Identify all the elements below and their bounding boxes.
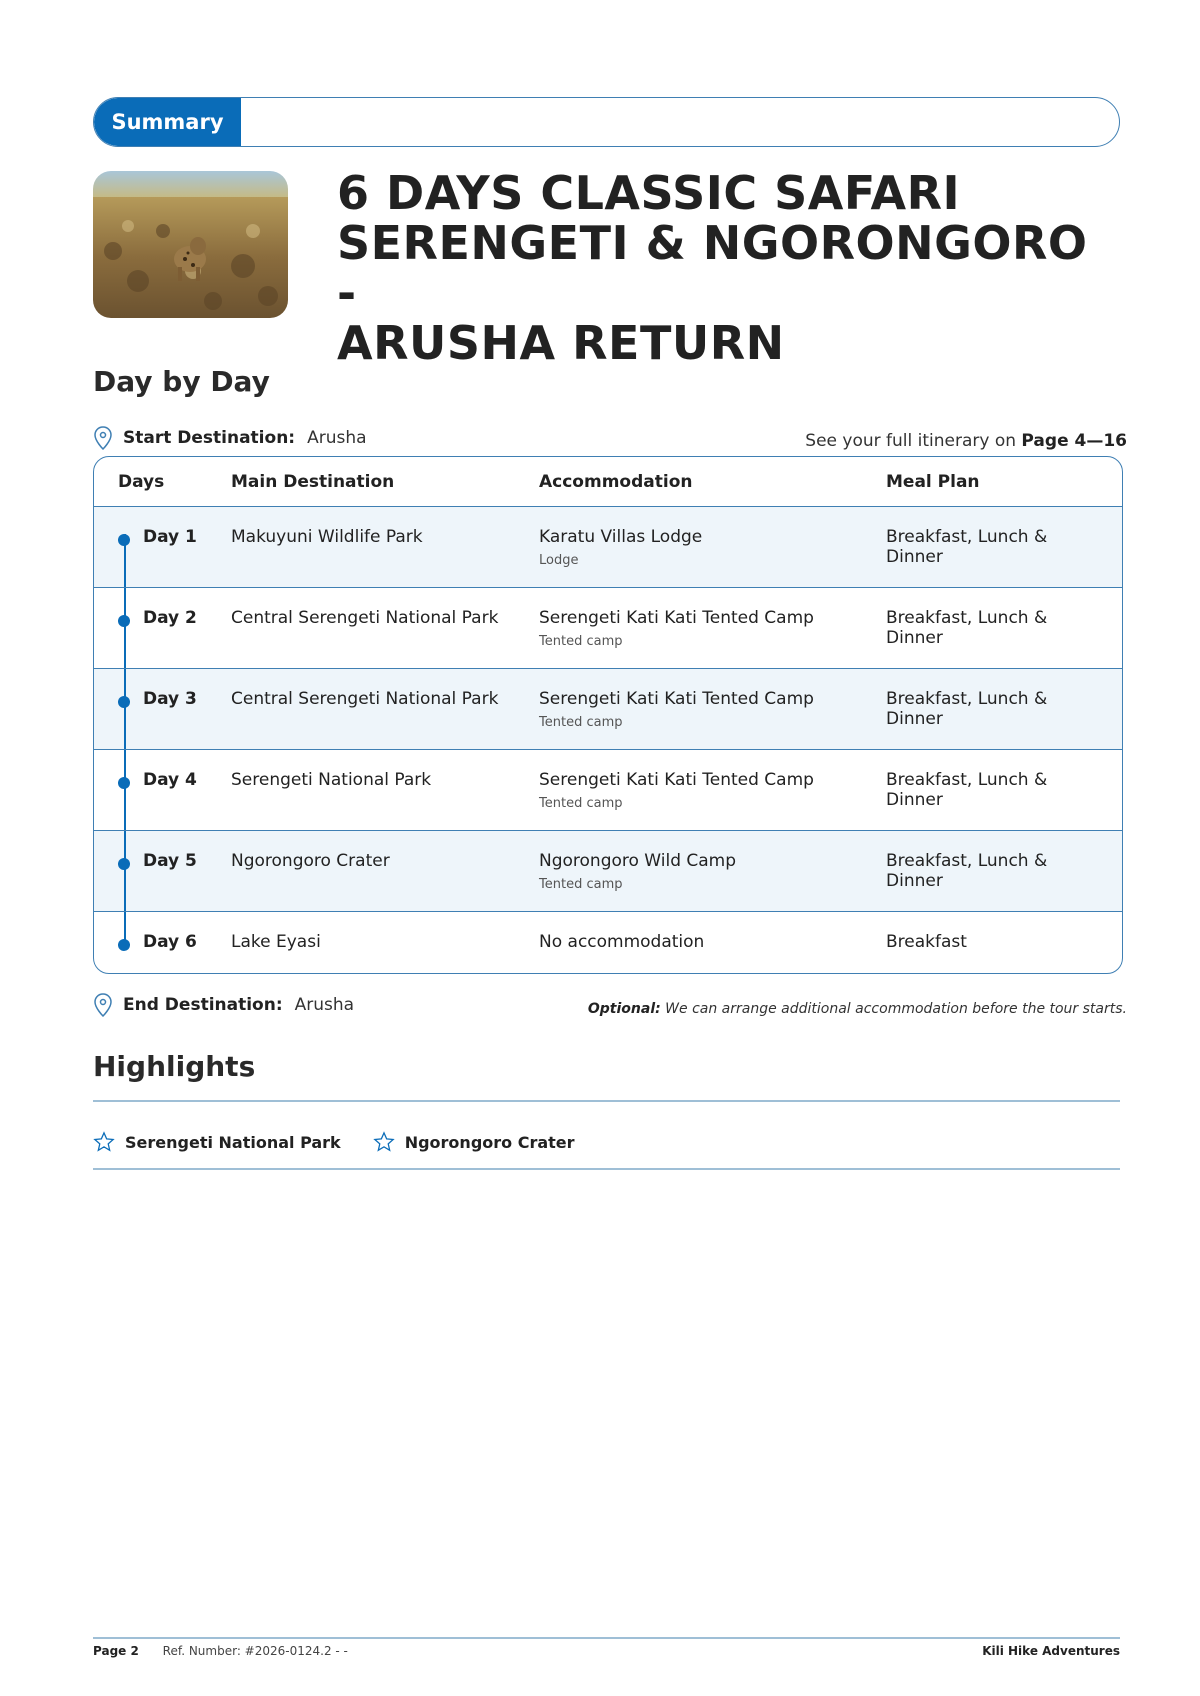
optional-note: [588, 1001, 1127, 1017]
footer-ref-number: Ref. Number: #2026-0124.2 - -: [162, 1644, 348, 1658]
highlights-heading: Highlights: [93, 1050, 256, 1083]
highlight-item: [373, 1131, 575, 1153]
start-destination: [93, 426, 367, 450]
day-label: Day 2: [143, 608, 197, 628]
footer: [93, 1644, 1120, 1658]
accommodation-name: Karatu Villas Lodge: [539, 527, 703, 547]
itinerary-ref-prefix: See your full itinerary on: [805, 431, 1017, 451]
accommodation: [539, 689, 886, 730]
hero-photo-hyena: [93, 171, 288, 318]
accommodation-type: Tented camp: [539, 715, 623, 730]
tour-title-line-2: SERENGETI & NGORONGORO -: [337, 216, 1088, 320]
day-label: Day 4: [143, 770, 197, 790]
itinerary-reference: [805, 431, 1127, 451]
table-row: [94, 669, 1122, 750]
accommodation: [539, 851, 886, 892]
itinerary-table: [93, 456, 1123, 974]
accommodation-name: Ngorongoro Wild Camp: [539, 851, 737, 871]
meal-plan: Breakfast, Lunch & Dinner: [886, 689, 1048, 729]
accommodation-name: Serengeti Kati Kati Tented Camp: [539, 608, 814, 628]
meal-plan: Breakfast: [886, 932, 967, 952]
meal-plan: Breakfast, Lunch & Dinner: [886, 770, 1048, 810]
timeline-line: [124, 912, 126, 940]
main-destination: Central Serengeti National Park: [231, 608, 499, 628]
table-row: [94, 507, 1122, 588]
end-destination: [93, 993, 354, 1017]
itinerary-ref-pages: Page 4—16: [1021, 431, 1127, 451]
accommodation-type: Tented camp: [539, 877, 623, 892]
star-outline-icon: [93, 1131, 115, 1153]
col-main-destination: Main Destination: [231, 471, 395, 492]
highlight-item: [93, 1131, 341, 1153]
table-row: [94, 831, 1122, 912]
divider: [93, 1100, 1120, 1102]
timeline-dot: [118, 777, 130, 789]
timeline-line: [124, 831, 126, 911]
tour-title: [337, 168, 1117, 368]
table-header: [94, 457, 1122, 507]
main-destination: Makuyuni Wildlife Park: [231, 527, 423, 547]
main-destination: Central Serengeti National Park: [231, 689, 499, 709]
summary-bar: [93, 97, 1120, 147]
location-pin-icon: [93, 993, 113, 1017]
footer-divider: [93, 1637, 1120, 1639]
timeline-dot: [118, 858, 130, 870]
table-row: [94, 912, 1122, 972]
optional-label: Optional:: [587, 1001, 661, 1017]
footer-page-number: Page 2: [93, 1644, 139, 1658]
accommodation: [539, 527, 886, 568]
timeline-line: [124, 588, 126, 668]
star-outline-icon: [373, 1131, 395, 1153]
tour-title-line-1: 6 DAYS CLASSIC SAFARI: [337, 166, 961, 220]
highlights-list: [93, 1131, 607, 1153]
accommodation-name: No accommodation: [539, 932, 705, 952]
timeline-dot: [118, 939, 130, 951]
timeline-dot: [118, 696, 130, 708]
highlight-label: Ngorongoro Crater: [404, 1132, 575, 1152]
accommodation-name: Serengeti Kati Kati Tented Camp: [539, 689, 814, 709]
location-pin-icon: [93, 426, 113, 450]
accommodation: [539, 608, 886, 649]
timeline-line: [124, 669, 126, 749]
main-destination: Lake Eyasi: [231, 932, 321, 952]
summary-tab: Summary: [94, 98, 241, 146]
col-accommodation: Accommodation: [539, 471, 693, 492]
day-by-day-heading: Day by Day: [93, 365, 270, 398]
divider: [93, 1168, 1120, 1170]
day-label: Day 1: [143, 527, 197, 547]
timeline-dot: [118, 534, 130, 546]
accommodation: [539, 770, 886, 811]
tour-title-line-3: ARUSHA RETURN: [337, 316, 785, 370]
meal-plan: Breakfast, Lunch & Dinner: [886, 608, 1048, 648]
end-destination-value: Arusha: [294, 995, 355, 1015]
accommodation-type: Lodge: [539, 553, 579, 568]
table-row: [94, 588, 1122, 669]
accommodation-type: Tented camp: [539, 796, 623, 811]
table-row: [94, 750, 1122, 831]
footer-company-name: Kili Hike Adventures: [982, 1644, 1120, 1658]
meal-plan: Breakfast, Lunch & Dinner: [886, 527, 1048, 567]
day-label: Day 5: [143, 851, 197, 871]
optional-text: We can arrange additional accommodation before the tour starts.: [665, 1001, 1127, 1017]
accommodation-name: Serengeti Kati Kati Tented Camp: [539, 770, 814, 790]
accommodation: [539, 932, 886, 952]
accommodation-type: Tented camp: [539, 634, 623, 649]
day-label: Day 3: [143, 689, 197, 709]
highlight-label: Serengeti National Park: [125, 1132, 341, 1152]
start-destination-value: Arusha: [307, 428, 367, 448]
timeline-line: [124, 750, 126, 830]
col-days: Days: [118, 471, 165, 492]
end-destination-label: End Destination:: [123, 995, 283, 1015]
start-destination-label: Start Destination:: [123, 428, 296, 448]
main-destination: Ngorongoro Crater: [231, 851, 390, 871]
day-label: Day 6: [143, 932, 197, 952]
timeline-dot: [118, 615, 130, 627]
col-meal-plan: Meal Plan: [886, 471, 980, 492]
main-destination: Serengeti National Park: [231, 770, 432, 790]
meal-plan: Breakfast, Lunch & Dinner: [886, 851, 1048, 891]
